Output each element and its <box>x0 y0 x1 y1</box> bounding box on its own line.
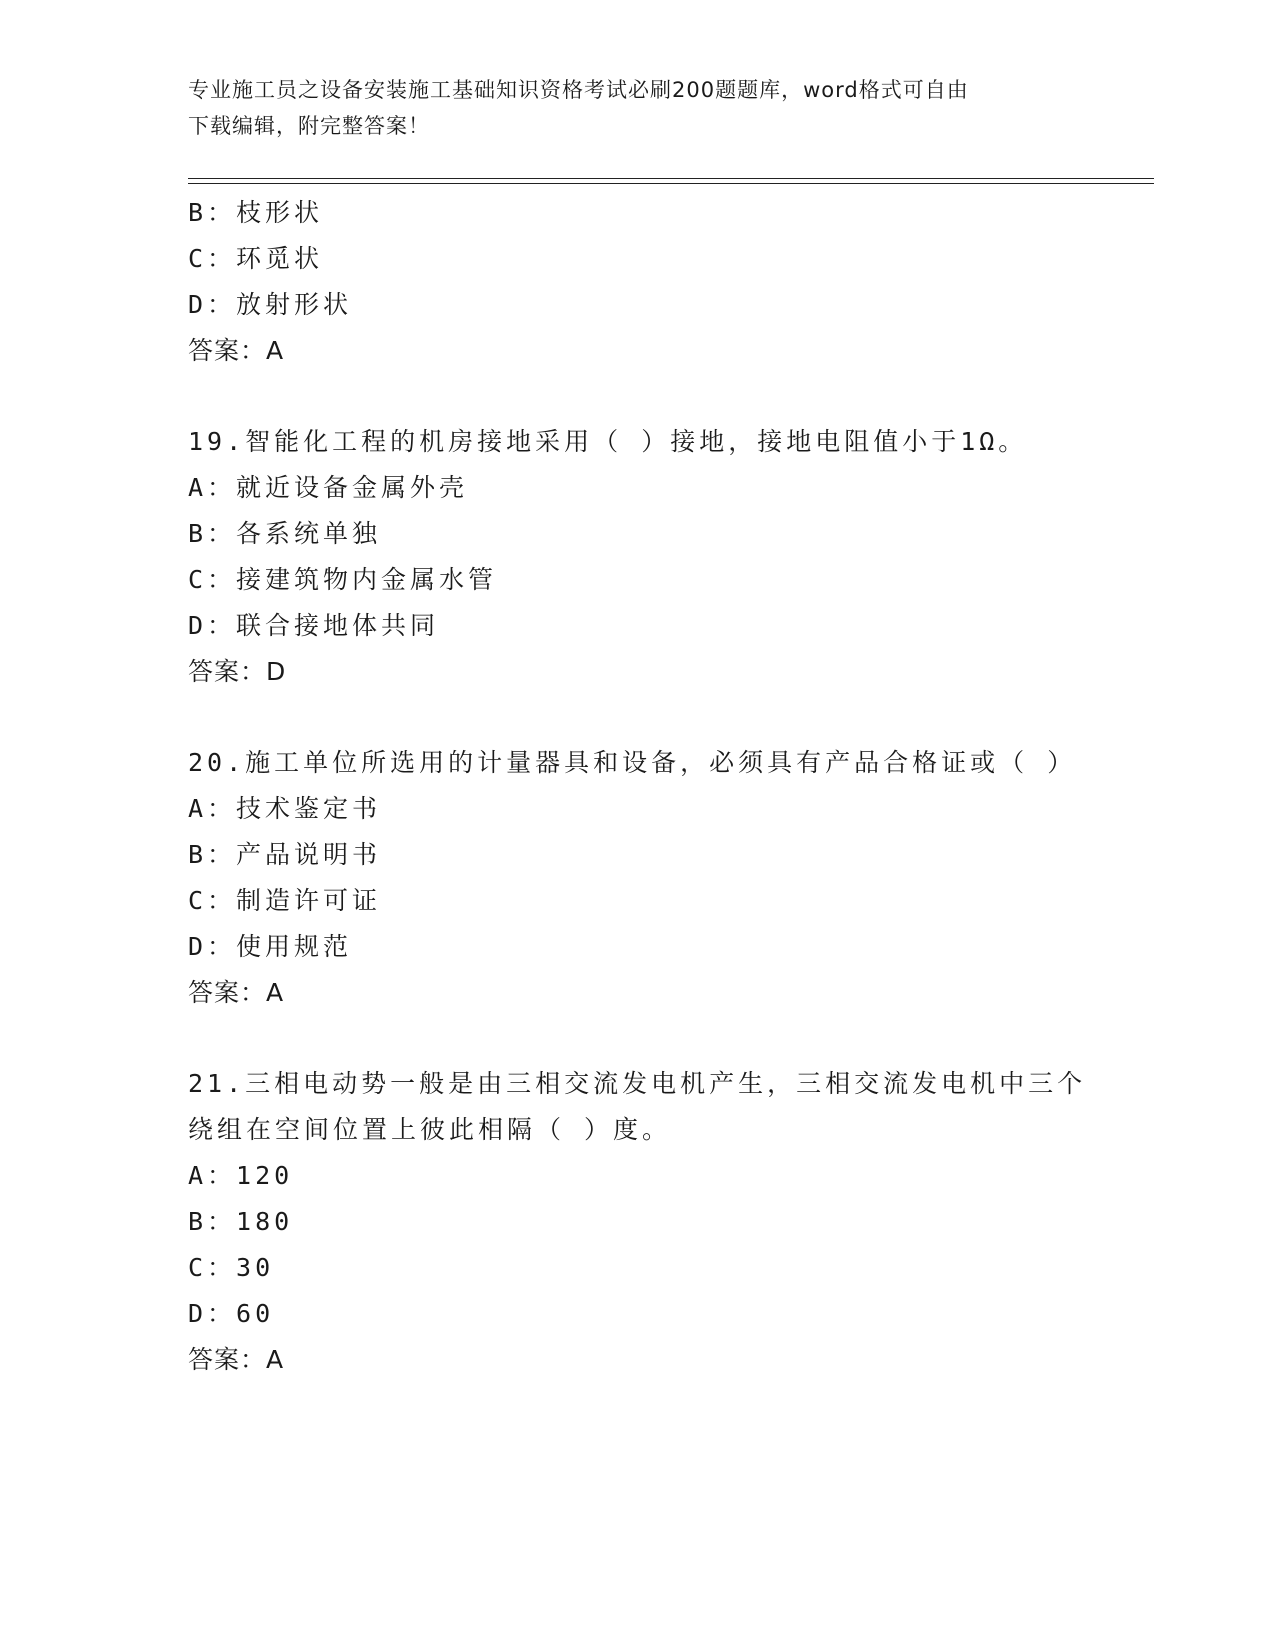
option-b: B：枝形状 <box>188 198 324 227</box>
answer-line: 答案：A <box>188 978 285 1007</box>
prev-question-block <box>188 190 1108 374</box>
spacer <box>188 695 1108 740</box>
option-a: A：就近设备金属外壳 <box>188 473 469 502</box>
option-a: A：120 <box>188 1161 294 1190</box>
question-stem-line-2: 绕组在空间位置上彼此相隔（ ）度。 <box>188 1115 672 1144</box>
option-d: D：60 <box>188 1299 275 1328</box>
spacer <box>188 1016 1108 1061</box>
question-19-block <box>188 419 1108 695</box>
question-stem-line-1: 21.三相电动势一般是由三相交流发电机产生，三相交流发电机中三个 <box>188 1069 1087 1098</box>
option-d: D：联合接地体共同 <box>188 611 440 640</box>
option-a: A：技术鉴定书 <box>188 794 382 823</box>
option-d: D：放射形状 <box>188 290 353 319</box>
header-title-line-1: 专业施工员之设备安装施工基础知识资格考试必刷200题题库，word格式可自由 <box>188 78 969 102</box>
option-c: C：制造许可证 <box>188 886 382 915</box>
option-d: D：使用规范 <box>188 932 353 961</box>
question-21-block <box>188 1061 1108 1383</box>
answer-line: 答案：A <box>188 1345 285 1374</box>
question-stem: 19.智能化工程的机房接地采用（ ）接地，接地电阻值小于1Ω。 <box>188 427 1028 456</box>
option-b: B：产品说明书 <box>188 840 382 869</box>
option-c: C：环觅状 <box>188 244 324 273</box>
header-divider-bottom <box>188 183 1154 184</box>
option-b: B：180 <box>188 1207 294 1236</box>
answer-line: 答案：D <box>188 657 287 686</box>
question-20-block <box>188 740 1108 1016</box>
spacer <box>188 374 1108 419</box>
document-header <box>188 72 1068 144</box>
header-divider-top <box>188 178 1154 179</box>
option-c: C：接建筑物内金属水管 <box>188 565 498 594</box>
option-b: B：各系统单独 <box>188 519 382 548</box>
question-stem: 20.施工单位所选用的计量器具和设备，必须具有产品合格证或（ ） <box>188 748 1077 777</box>
option-c: C：30 <box>188 1253 275 1282</box>
answer-line: 答案：A <box>188 336 285 365</box>
question-content <box>188 190 1108 1383</box>
header-title-line-2: 下载编辑，附完整答案！ <box>188 114 430 138</box>
